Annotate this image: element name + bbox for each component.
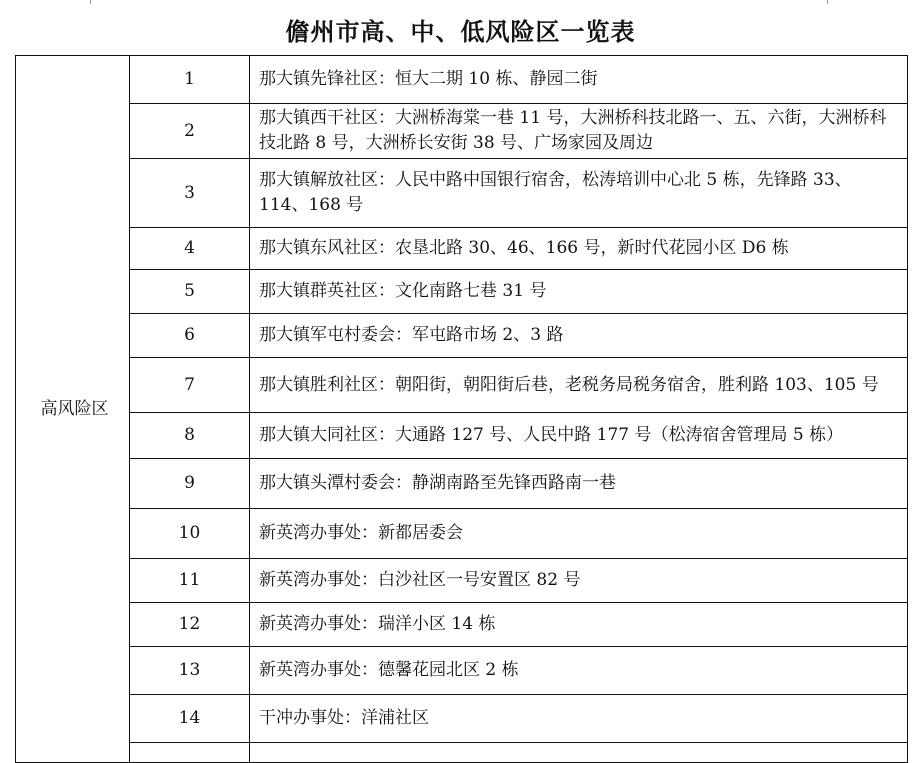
row-number: 3	[130, 159, 250, 228]
row-number: 14	[130, 695, 250, 743]
area-description: 那大镇先锋社区：恒大二期 10 栋、静园二街	[250, 56, 908, 104]
area-description: 新英湾办事处：德馨花园北区 2 栋	[250, 647, 908, 695]
table-row	[16, 270, 908, 314]
table-row	[16, 509, 908, 559]
page-corner-mark	[60, 0, 91, 4]
area-description: 那大镇西干社区：大洲桥海棠一巷 11 号，大洲桥科技北路一、五、六街，大洲桥科技北路 8 号，大洲桥长安街 38 号、广场家园及周边	[250, 104, 908, 159]
row-number: 5	[130, 270, 250, 314]
table-row	[16, 228, 908, 270]
area-description: 那大镇头潭村委会：静湖南路至先锋西路南一巷	[250, 459, 908, 509]
risk-area-table	[15, 55, 908, 763]
table-row	[16, 314, 908, 358]
table-row	[16, 358, 908, 413]
area-description: 干冲办事处：洋浦社区	[250, 695, 908, 743]
row-number: 8	[130, 413, 250, 459]
row-number: 1	[130, 56, 250, 104]
table-row	[16, 559, 908, 603]
table-row	[16, 695, 908, 743]
page-corner-mark	[827, 0, 858, 4]
row-number: 10	[130, 509, 250, 559]
row-number: 7	[130, 358, 250, 413]
risk-category-cell: 高风险区	[16, 56, 130, 763]
area-description: 那大镇解放社区：人民中路中国银行宿舍，松涛培训中心北 5 栋，先锋路 33、114、168 号	[250, 159, 908, 228]
table-row	[16, 104, 908, 159]
row-number: 13	[130, 647, 250, 695]
area-description: 新英湾办事处：白沙社区一号安置区 82 号	[250, 559, 908, 603]
row-number: 2	[130, 104, 250, 159]
area-description: 那大镇群英社区：文化南路七巷 31 号	[250, 270, 908, 314]
row-number: 4	[130, 228, 250, 270]
area-description: 那大镇军屯村委会：军屯路市场 2、3 路	[250, 314, 908, 358]
area-description: 那大镇大同社区：大通路 127 号、人民中路 177 号（松涛宿舍管理局 5 栋）	[250, 413, 908, 459]
table-row	[16, 56, 908, 104]
area-description: 新英湾办事处：新都居委会	[250, 509, 908, 559]
table-row	[16, 413, 908, 459]
row-number: 9	[130, 459, 250, 509]
row-number: 11	[130, 559, 250, 603]
row-number: 6	[130, 314, 250, 358]
table-row	[16, 459, 908, 509]
page-title: 儋州市高、中、低风险区一览表	[285, 18, 636, 46]
area-description: 新英湾办事处：瑞洋小区 14 栋	[250, 603, 908, 647]
area-description: 那大镇胜利社区：朝阳街，朝阳街后巷，老税务局税务宿舍，胜利路 103、105 号	[250, 358, 908, 413]
table-row	[16, 647, 908, 695]
area-description: 那大镇东风社区：农垦北路 30、46、166 号，新时代花园小区 D6 栋	[250, 228, 908, 270]
row-number: 12	[130, 603, 250, 647]
table-row	[16, 603, 908, 647]
table-row	[16, 159, 908, 228]
